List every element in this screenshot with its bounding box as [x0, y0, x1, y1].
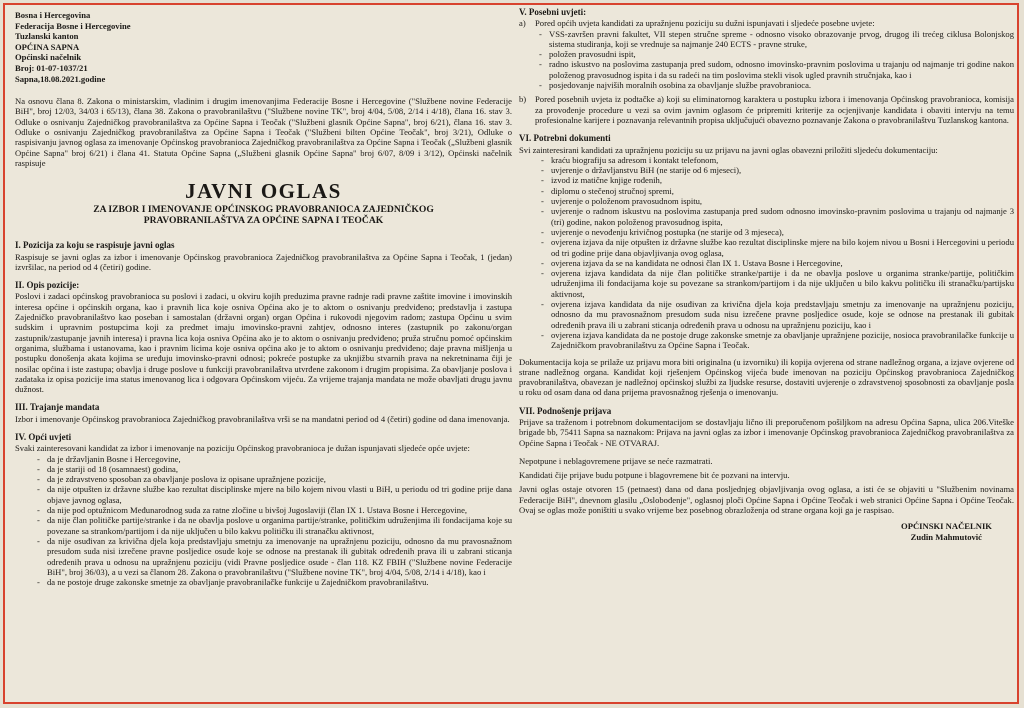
- list-item: - da nije član političke partije/stranke i da ne obavlja poslove u organima partije/stranke, političkim udruženjima ili fondacijama koje su povezane sa strankom/partijom i da nije uključen u bilo kakvu političku ili stranačku aktivnost,: [15, 515, 512, 536]
- document-header: [15, 10, 512, 84]
- list-item: - kraću biografiju sa adresom i kontakt telefonom,: [519, 155, 1014, 165]
- signature-name: Zudin Mahmutović: [910, 532, 982, 543]
- section-heading: I. Pozicija za koju se raspisuje javni oglas: [15, 240, 175, 251]
- section-text: Raspisuje se javni oglas za izbor i imenovanje Općinskog pravobranioca Zajedničkog pravobranilaštva za Općine Sapna i Teočak, 1 (jedan) izvršilac, na period od 4 (četiri) godine.: [15, 251, 512, 272]
- list-item: - uvjerenje o nevođenju krivičnog postupka (ne starije od 3 mjeseca),: [519, 227, 1014, 237]
- list-item: - uvjerenje o državljanstvu BiH (ne starije od 6 mjeseci),: [519, 165, 1014, 175]
- section-heading: VI. Potrebni dokumenti: [519, 133, 611, 144]
- condition-body: [535, 18, 1014, 90]
- list-item: - da ne postoje druge zakonske smetnje za obavljanje pravobranilačke funkcije u Zajedničkom pravobranilaštvu.: [15, 577, 512, 587]
- condition-label: b): [519, 94, 527, 105]
- closing-paragraph: Nepotpune i neblagovremene prijave se neće razmatrati.: [519, 455, 713, 466]
- header-line: Tuzlanski kanton: [15, 31, 79, 42]
- left-column: [15, 7, 512, 700]
- header-line: Bosna i Hercegovina: [15, 10, 91, 20]
- list-item: - izvod iz matične knjige rođenih,: [519, 175, 1014, 185]
- section-text: Svi zainteresirani kandidati za upražnjenu poziciju su uz prijavu na javni oglas obavezni priložiti sljedeću dokumentaciju:: [519, 144, 938, 155]
- ad-subtitle-line: ZA IZBOR I IMENOVANJE OPĆINSKOG PRAVOBRANIOCA ZAJEDNIČKOG: [93, 204, 434, 216]
- list-item: - diplomu o stečenoj stručnoj spremi,: [519, 186, 1014, 196]
- list-item: - položen pravosudni ispit,: [535, 49, 1014, 59]
- list-item: - da nije otpušten iz državne službe kao rezultat disciplinske mjere na bilo kojem nivou vlasti u BiH, u periodu od tri godine prije dana objave javnog oglasa,: [15, 484, 512, 505]
- ad-subtitle-line: PRAVOBRANILAŠTVA ZA OPĆINE SAPNA I TEOČAK: [143, 215, 384, 227]
- section-text: Izbor i imenovanje Općinskog pravobranioca Zajedničkog pravobranilaštva vrši se na mandatni period od 4 (četiri) godine od dana imenovanja.: [15, 413, 510, 424]
- legal-basis-paragraph: Na osnovu člana 8. Zakona o ministarskim, vladinim i drugim imenovanjima Federacije Bosne i Hercegovine ("Službene novine Federacije BiH", broj 12/03, 34/03 i 65/13), člana 38. Zakona o pravobranilaštvu ("Službene novine TK", broj 4/04, 5/08, 2/14 i 4/18), člana 16. stav 3. Odluke o osnivanju Zajedničkog pravobranilaštva za Općine Sapna i Teočak ("Službeni glasnik Općine Sapna", broj 6/21), člana 16. stav 3. Odluke o osnivanju Zajedničkog pravobranilaštva za Općine Sapna i Teočak ("Službeni bilten Općine Teočak", broj 3/21), Odluke o raspisivanju javnog oglasa za imenovanje Općinskog pravobranioca Zajedničkog pravobranilaštva za Općine Sapna i Teočak („Službeni glasnik Općine Sapna" broj 6/21) i člana 41. Statuta Općine Sapna („Službeni glasnik Općine Sapna" broj 6/07, 8/09 i 3/12), Općinski načelnik raspisuje: [15, 96, 512, 168]
- general-conditions-list: [15, 454, 512, 588]
- list-item: - da je državljanin Bosne i Hercegovine,: [15, 454, 512, 464]
- list-item: - da je zdravstveno sposoban za obavljanje poslova iz opisane upražnjene pozicije,: [15, 474, 512, 484]
- header-line: Broj: 01-07-1037/21: [15, 62, 88, 73]
- condition-label: a): [519, 18, 526, 29]
- right-column: [519, 7, 1014, 700]
- special-condition-a: [519, 18, 1014, 90]
- ad-subtitle: [15, 204, 512, 226]
- header-line: OPĆINA SAPNA: [15, 41, 80, 52]
- closing-paragraph: Javni oglas ostaje otvoren 15 (petnaest) dana od dana posljednjeg objavljivanja ovog oglasa, a isti će se objaviti u "Službenim novinama Federacije BiH", dnevnom glasilu „Oslobođenje", oglasnoj ploči Općine Sapna i Općine Teočak i web stranici Općine Sapna i Općine Teočak. Ovaj se oglas može poništiti u svako vrijeme bez posebnog obrazloženja od strane organa koji ga je raspisao.: [519, 484, 1014, 516]
- section-text: Pored posebnih uvjeta iz podtačke a) koji su eliminatornog karaktera u postupku izbora i imenovanja Općinskog pravobranioca, komisija za provođenje procedure u vezi sa ovim javnim oglasom će pripremiti kriterije za ocjenjivanje kandidata i obaviti intervju na temu profesionalne karijere i poznavanja relevantnih propisa uključujući obavezno poznavanje Zakona o pravobranilaštvu Tuzlanskog kantona.: [535, 94, 1014, 125]
- list-item: - da je stariji od 18 (osamnaest) godina,: [15, 464, 512, 474]
- newspaper-page: [3, 3, 1019, 704]
- list-item: - da nije osuđivan za krivična djela koja predstavljaju smetnju za imenovanje na upražnjenu poziciju, odnosno da mu pravosnažnom presudom suda nisi izrečene pravne posljedice osude koje se odnose na prestanak ili gubitak određenih prava ili u zabrani sticanja određenih prava u odnosu na upražnjenu poziciju (vidi Pravne posljedice osude - član 118. KZ FBIH ("Službene novine Federacije BiH", broj 36/03), a u vezi sa članom 28. Zakona o pravobranilaštvu ("Službene novine TK", broj 4/04, 5/08, 2/14 i 4/18), kao i: [15, 536, 512, 577]
- list-item: - radno iskustvo na poslovima zastupanja pred sudom, odnosno imovinsko-pravnim poslovima u trajanju od najmanje tri godine nakon položenog pravosudnog ispita i da su radeći na tim poslovima stekli visok ugled pravnih stručnjaka, kao i: [535, 59, 1014, 80]
- section-text: Prijave sa traženom i potrebnom dokumentacijom se dostavljaju lično ili preporučenom pošiljkom na adresu Općina Sapna, ulica 206.Viteške brigade bb, 75411 Sapna sa naznakom: Prijava na javni oglas za izbor i imenovanje Općinskog pravobranioca Zajedničkog pravobranilaštva za Općine Sapna i Teočak - NE OTVARAJ.: [519, 416, 1014, 448]
- signature-block: [519, 521, 992, 543]
- header-line: Federacija Bosne i Hercegovine: [15, 20, 131, 31]
- special-condition-b: [519, 94, 1014, 125]
- header-line: Sapna,18.08.2021.godine: [15, 73, 106, 84]
- closing-paragraph: Kandidati čije prijave budu potpune i blagovremene bit će pozvani na intervju.: [519, 470, 790, 481]
- ad-title: JAVNI OGLAS: [185, 179, 342, 204]
- list-item: - ovjerena izjava da nije otpušten iz državne službe kao rezultat disciplinske mjere na bilo kojem nivou u Bosni i Hercegovini u periodu od tri godine prije dana objavljivanja ovog oglasa,: [519, 237, 1014, 258]
- section-heading: VII. Podnošenje prijava: [519, 405, 612, 416]
- special-conditions-list: [535, 29, 1014, 91]
- list-item: - VSS-završen pravni fakultet, VII stepen stručne spreme - odnosno visoko obrazovanje prvog, drugog ili trećeg ciklusa Bolonjskog sistema studiranja, koji se vrednuje sa najmanje 240 ECTS - pravne struke,: [535, 29, 1014, 50]
- list-item: - posjedovanje najviših moralnih osobina za obavljanje službe pravobranioca.: [535, 80, 1014, 90]
- section-heading: V. Posebni uvjeti:: [519, 7, 587, 17]
- list-item: - ovjerena izjava kandidata da nije osuđivan za krivična djela koja predstavljaju smetnju za imenovanje na upražnjenu poziciju, odnosno da mu pravosnažnom presudom suda nisu izrečene pravne posljedice osude, koje se odnose na prestanak ili gubitak određenih prava ili u zabrani sticanja određenih prava u odnosu na upražnjenu poziciju, kao i: [519, 299, 1014, 330]
- list-item: - ovjerena izjava da se na kandidata ne odnosi član IX 1. Ustava Bosne i Hercegovine,: [519, 258, 1014, 268]
- signature-title: OPĆINSKI NAČELNIK: [901, 521, 992, 532]
- header-line: Općinski načelnik: [15, 52, 82, 63]
- section-text: Pored općih uvjeta kandidati za upražnjenu poziciju su dužni ispunjavati i sljedeće posebne uvjete:: [535, 18, 875, 29]
- list-item: - ovjerena izjava kandidata da nije član političke stranke/partije i da ne obavlja poslove u organima stranke/partije, političkim udruženjima ili fondacijama koje su povezane sa strankom/partijom i da nije uključen u bilo kakvu političku ili stranačku/partijsku aktivnost,: [519, 268, 1014, 299]
- list-item: - da nije pod optužnicom Međunarodnog suda za ratne zločine u bivšoj Jugoslaviji (član IX 1. Ustava Bosne i Hercegovine,: [15, 505, 512, 515]
- list-item: - uvjerenje o radnom iskustvu na poslovima zastupanja pred sudom odnosno imovinsko-pravnim poslovima u trajanju od najmanje 3 (tri) godine, nakon položenog pravosudnog ispita,: [519, 206, 1014, 227]
- section-heading: II. Opis pozicije:: [15, 280, 80, 291]
- section-text: Poslovi i zadaci općinskog pravobranioca su poslovi i zadaci, u okviru kojih preduzima pravne radnje radi pravne zaštite imovine i imovinskih interesa općine i općinskih organa, kao i pravnih lica koje osniva Općina ako je to aktom o osnivanju predviđeno; predstavlja i zastupa Zajedničko pravobranilaštvo kao poseban i samostalan (državni organ) organ Općina i rukovodi njegovim radom; zastupa Općinu u svim sudskim i upravnim postupcima koji za predmet imaju imovinsko-pravni zahtjev, odnosno interes (zastupnik po zakonu/organ zastupnik/zastupanje javnih interesa) i pravna lica koja osniva Općina ako je to aktom o osnivanju predviđeno; pruža stručnu pomoć općinskim organima, službama i ustanovama, kao i pravnim licima koje osniva općina ako je to aktom o osnivanju predviđeno; daje pravna mišljenja u postupku donošenja akata kojima se uređuju imovinsko-pravni odnosi; pokreće postupke za uknjižbu stvarnih prava na nekretninama čiji je nosilac općina i iste zastupa; obavlja i druge poslove u funkciji pravobranilaštva utvrđene zakonom i drugim propisima. Za obavljanje poslova i zadataka iz opisa pozicije ima status imenovanog lica i odgovara Općinskom vijeću. Za vrijeme trajanja mandata ne može obavljati drugu javnu dužnost.: [15, 291, 512, 395]
- section-heading: III. Trajanje mandata: [15, 402, 100, 413]
- section-heading: IV. Opći uvjeti: [15, 431, 72, 442]
- documents-note: Dokumentacija koja se prilaže uz prijavu mora biti originalna (u izvorniku) ili kopija ovjerena od strane nadležnog organa, a izjave ovjerene od strane nadležnog organa. Kandidat koji rješenjem Općinskog vijeća bude imenovan na poziciju Općinskog pravobranioca Zajedničkog pravobranilaštva, obavezan je nadležnoj općinskoj službi za ljudske resurse, dostaviti uvjerenje o zdravstvenoj sposobnosti za obavljanje posla u roku od osam dana od dana prijema pravosnažnog rješenja o imenovanju.: [519, 356, 1014, 398]
- list-item: - ovjerena izjava kandidata da ne postoje druge zakonske smetnje za obavljanje upražnjene pozicije, nosioca pravobranilačke funkcije u Zajedničkom pravobranilaštvu za Općine Sapna i Teočak.: [519, 330, 1014, 351]
- required-documents-list: [519, 155, 1014, 351]
- section-text: Svaki zainteresovani kandidat za izbor i imenovanje na poziciju Općinskog pravobranioca je dužan ispunjavati sljedeće opće uvjete:: [15, 443, 470, 454]
- list-item: - uvjerenje o položenom pravosudnom ispitu,: [519, 196, 1014, 206]
